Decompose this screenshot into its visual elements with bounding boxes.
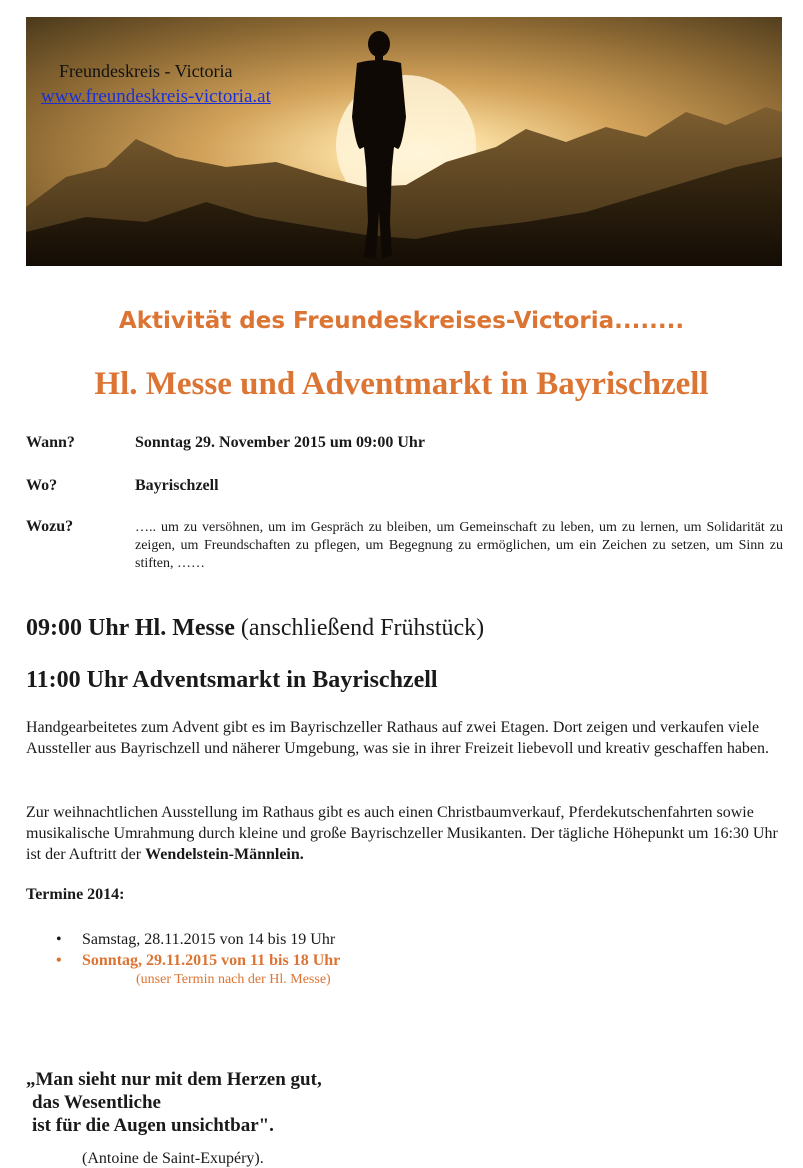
why-label: Wozu? bbox=[26, 518, 74, 535]
quote-line-1: „Man sieht nur mit dem Herzen gut, bbox=[26, 1069, 322, 1090]
list-item: • Sonntag, 29.11.2015 von 11 bis 18 Uhr bbox=[56, 952, 341, 969]
highlight-performers: Wendelstein-Männlein. bbox=[145, 846, 304, 863]
mass-time-title: 09:00 Uhr Hl. Messe bbox=[26, 615, 235, 641]
dates-label: Termine 2014: bbox=[26, 886, 125, 903]
sunset-mountain-silhouette bbox=[26, 17, 782, 266]
quote-line-2: das Wesentliche bbox=[32, 1092, 161, 1113]
list-item: • Samstag, 28.11.2015 von 14 bis 19 Uhr bbox=[56, 931, 336, 948]
market-description: Handgearbeitetes zum Advent gibt es im Bayrischzeller Rathaus auf zwei Etagen. Dort zeigen und verkaufen viele Aussteller aus Bayrischzell und näherer Umgebung, was sie in ihrer Freizeit liebevoll und kreativ geschaffen haben. bbox=[26, 719, 770, 757]
exhibition-text: Zur weihnachtlichen Ausstellung im Rathaus gibt es auch einen Christbaumverkauf, Pferdekutschenfahrten sowie musikalische Umrahmung durch kleine und große Bayrischzeller Musikanten. Der tägliche Höhepunkt um 16:30 Uhr ist der Auftritt der bbox=[26, 804, 778, 863]
organization-name: Freundeskreis - Victoria bbox=[59, 61, 233, 81]
where-value: Bayrischzell bbox=[135, 477, 219, 494]
section-market-heading: 11:00 Uhr Adventsmarkt in Bayrischzell bbox=[26, 667, 438, 693]
dates-list bbox=[56, 929, 340, 971]
mass-note: (anschließend Frühstück) bbox=[234, 615, 485, 641]
activity-subheading: Aktivität des Freundeskreises-Victoria........ bbox=[118, 308, 685, 334]
exhibition-paragraph bbox=[26, 802, 786, 865]
date-saturday: Samstag, 28.11.2015 von 14 bis 19 Uhr bbox=[82, 931, 336, 948]
date-sunday: Sonntag, 29.11.2015 von 11 bis 18 Uhr bbox=[82, 952, 341, 969]
website-link[interactable]: www.freundeskreis-victoria.at bbox=[41, 86, 271, 107]
header-banner-image bbox=[26, 17, 782, 266]
quote-line-3: ist für die Augen unsichtbar". bbox=[32, 1115, 274, 1136]
quote-author: (Antoine de Saint-Exupéry). bbox=[82, 1150, 264, 1167]
closing-quote bbox=[26, 1068, 322, 1137]
section-mass-heading bbox=[26, 615, 484, 642]
when-value: Sonntag 29. November 2015 um 09:00 Uhr bbox=[135, 434, 425, 451]
our-date-note: (unser Termin nach der Hl. Messe) bbox=[136, 972, 331, 987]
when-label: Wann? bbox=[26, 434, 75, 451]
where-label: Wo? bbox=[26, 477, 58, 494]
why-value: ….. um zu versöhnen, um im Gespräch zu bleiben, um Gemeinschaft zu leben, um zu lernen, um Solidarität zu zeigen, um Freundschaften zu pflegen, um Begegnung zu ermöglichen, um ein Zeichen zu setzen, um Sinn zu stiften, …… bbox=[135, 520, 783, 571]
event-title: Hl. Messe und Adventmarkt in Bayrischzell bbox=[94, 366, 709, 402]
